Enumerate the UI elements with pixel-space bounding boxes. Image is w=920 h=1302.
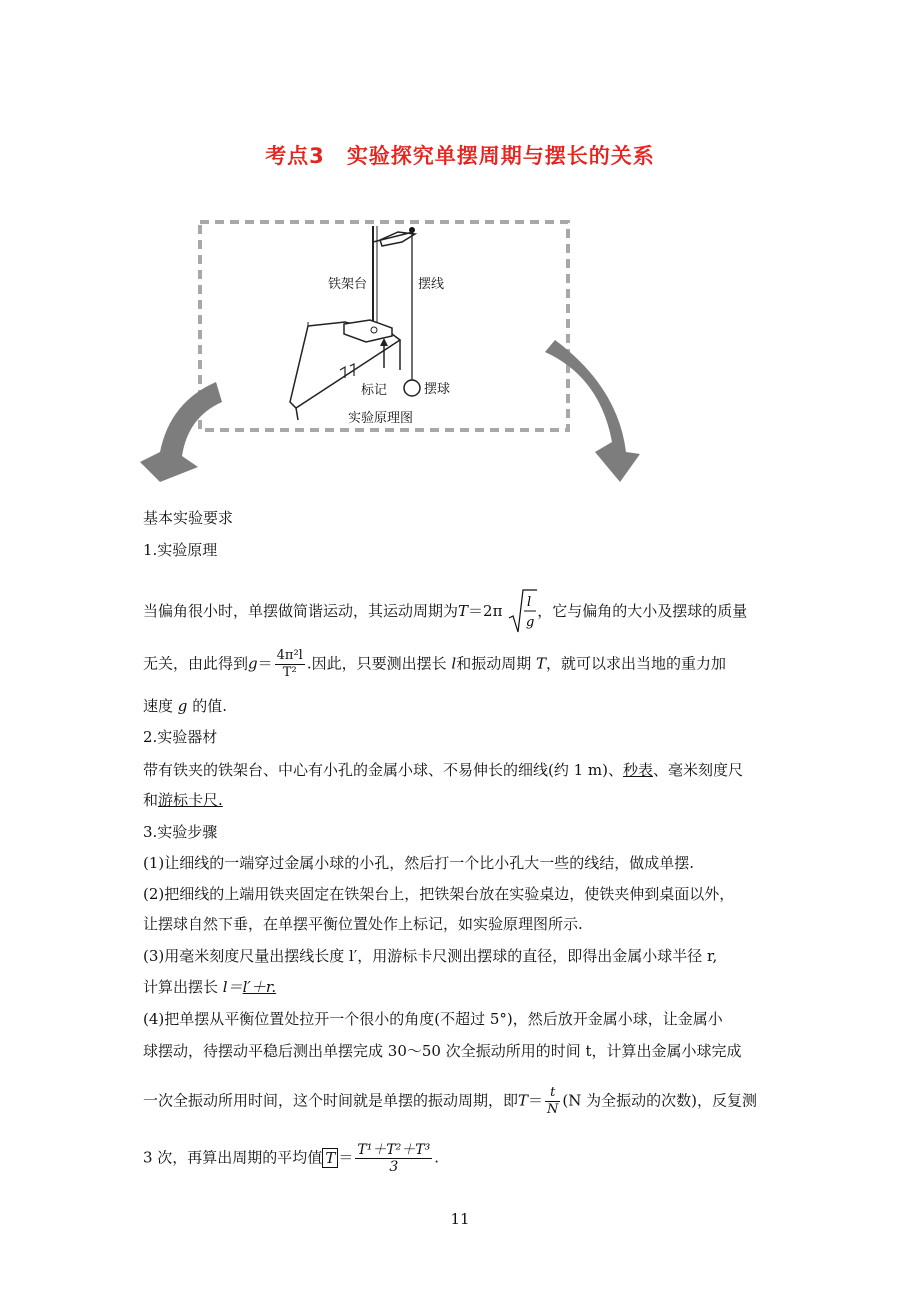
principle-line-2: 无关，由此得到g＝ $\frac{\text{4π²l}}{\text{T²}}$ .因此，只要测出摆长 l和振动周期 T，就可以求出当地的重力加 [143, 648, 727, 680]
title-point: 考点3 [265, 144, 325, 168]
period-fraction: $\frac{t}{N}$ [547, 1085, 559, 1117]
label-mark: 标记 [361, 383, 388, 398]
label-ball: 摆球 [424, 382, 451, 397]
equipment-heading: 2.实验器材 [143, 728, 218, 746]
sqrt-formula [507, 588, 537, 636]
principle-heading: 1.实验原理 [143, 541, 218, 559]
g-fraction: $\frac{\text{4π²l}}{\text{T²}}$ [276, 648, 303, 680]
stopwatch-term: 秒表 [623, 761, 654, 779]
caliper-term: 游标卡尺. [158, 791, 223, 809]
step-4-line-1: (4)把单摆从平衡位置处拉开一个很小的角度(不超过 5°)，然后放开金属小球，让金属小 [143, 1010, 723, 1028]
right-curved-arrow [545, 340, 640, 482]
mean-period-symbol: T [322, 1148, 338, 1168]
equipment-line-2: 和游标卡尺. [143, 791, 223, 809]
diagram-caption: 实验原理图 [348, 411, 414, 426]
step-4-line-3: 一次全振动所用时间，这个时间就是单摆的振动周期，即T＝ $\frac{t}{N}$ (N 为全振动的次数)，反复测 [143, 1085, 758, 1117]
step-3-line-2: 计算出摆长 l＝l′＋r. [143, 978, 277, 996]
page-title [0, 140, 920, 170]
label-string: 摆线 [418, 277, 445, 292]
length-formula: l′＋r. [242, 978, 277, 996]
principle-line-1: 当偏角很小时，单摆做简谐运动，其运动周期为T＝2π l g ，它与偏角的大小及摆球的质量 [143, 588, 747, 636]
pendulum-ball [404, 380, 420, 396]
svg-text:g: g [526, 615, 535, 630]
step-4-line-4: 3 次，再算出周期的平均值 T ＝ $\frac{\text{T¹＋T²＋T³}}{3}$ . [143, 1142, 439, 1175]
step-4-line-2: 球摆动，待摆动平稳后测出单摆完成 30～50 次全振动所用的时间 t，计算出金属小球完成 [143, 1042, 742, 1060]
svg-text:l: l [527, 595, 532, 610]
step-3-line-1: (3)用毫米刻度尺量出摆线长度 l′，用游标卡尺测出摆球的直径，即得出金属小球半径 r, [143, 947, 718, 965]
steps-heading: 3.实验步骤 [143, 823, 218, 841]
principle-line-3: 速度 g 的值. [143, 697, 227, 715]
equipment-line-1: 带有铁夹的铁架台、中心有小孔的金属小球、不易伸长的细线(约 1 m)、秒表、毫米刻度尺 [143, 761, 744, 779]
experiment-diagram [130, 212, 650, 487]
step-2-line-1: (2)把细线的上端用铁夹固定在铁架台上，把铁架台放在实验桌边，使铁夹伸到桌面以外， [143, 885, 735, 903]
mean-period-fraction: $\frac{\text{T¹＋T²＋T³}}{3}$ [357, 1142, 431, 1175]
step-1: (1)让细线的一端穿过金属小球的小孔，然后打一个比小孔大一些的线结，做成单摆. [143, 854, 695, 872]
title-topic: 实验探究单摆周期与摆长的关系 [346, 144, 655, 168]
step-2-line-2: 让摆球自然下垂，在单摆平衡位置处作上标记，如实验原理图所示. [143, 915, 583, 933]
label-stand: 铁架台 [328, 277, 368, 292]
page-number: 11 [450, 1210, 470, 1228]
section-heading: 基本实验要求 [143, 509, 234, 527]
